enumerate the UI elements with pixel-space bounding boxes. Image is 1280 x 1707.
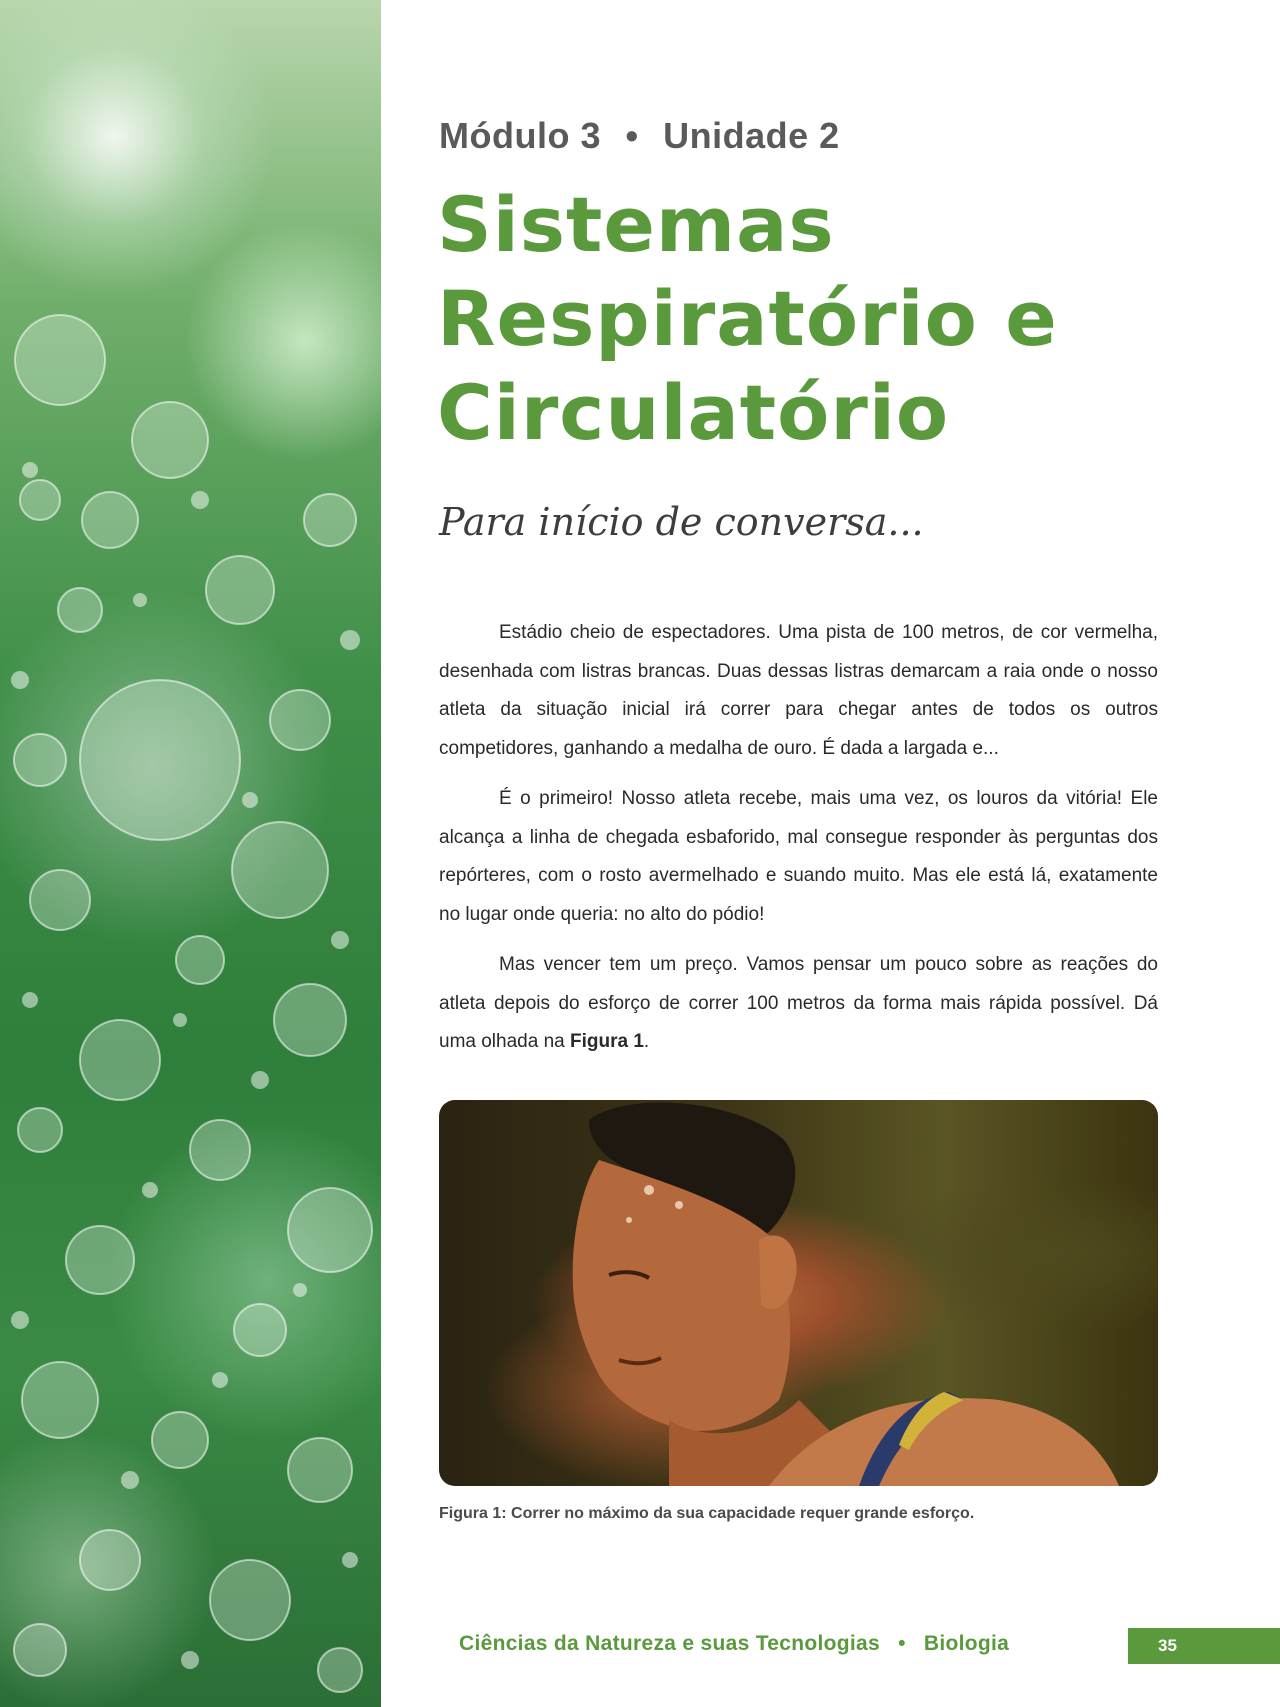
- unit-label: Unidade 2: [663, 115, 840, 156]
- body-text: [439, 614, 1158, 1074]
- figure-reference: Figura 1: [570, 1031, 644, 1052]
- title-line: Respiratório e: [437, 274, 1058, 363]
- footer-separator: •: [898, 1632, 906, 1655]
- dew-drops-illustration: [0, 0, 381, 1707]
- caption-text: Correr no máximo da sua capacidade requer grande esforço.: [506, 1505, 975, 1522]
- module-unit-heading: [439, 115, 840, 157]
- footer-course: [459, 1632, 1009, 1656]
- title-line: Circulatório: [437, 368, 950, 457]
- paragraph: É o primeiro! Nosso atleta recebe, mais uma vez, os louros da vitória! Ele alcança a linha de chegada esbaforido, mal consegue responder às perguntas dos repórteres, com o rosto avermelhado e suando muito. Mas ele está lá, exatamente no lugar onde queria: no alto do pódio!: [439, 788, 1158, 925]
- paragraph: [439, 946, 1158, 1062]
- dew-drops-photo: [0, 0, 381, 1707]
- paragraph-end: .: [643, 1031, 650, 1052]
- module-label: Módulo 3: [439, 115, 601, 156]
- caption-label: Figura 1:: [439, 1505, 507, 1522]
- athlete-illustration: [439, 1100, 1158, 1486]
- heading-separator: •: [625, 115, 639, 156]
- paragraph-text: Mas vencer tem um preço. Vamos pensar um pouco sobre as reações do atleta depois do esforço de correr 100 metros da forma mais rápida possível. Dá uma olhada na: [439, 954, 1158, 1052]
- figure-1-athlete-photo: [439, 1100, 1158, 1486]
- page-title: [437, 178, 1058, 460]
- page-number: 35: [1128, 1628, 1280, 1664]
- section-subtitle: Para início de conversa...: [439, 500, 924, 544]
- footer-course-name: Ciências da Natureza e suas Tecnologias: [459, 1632, 880, 1655]
- figure-caption: [439, 1505, 974, 1523]
- footer-subject: Biologia: [923, 1632, 1010, 1655]
- paragraph: Estádio cheio de espectadores. Uma pista de 100 metros, de cor vermelha, desenhada com listras brancas. Duas dessas listras demarcam a raia onde o nosso atleta da situação inicial irá correr para chegar antes de todos os outros competidores, ganhando a medalha de ouro. É dada a largada e...: [439, 622, 1158, 759]
- title-line: Sistemas: [437, 180, 835, 269]
